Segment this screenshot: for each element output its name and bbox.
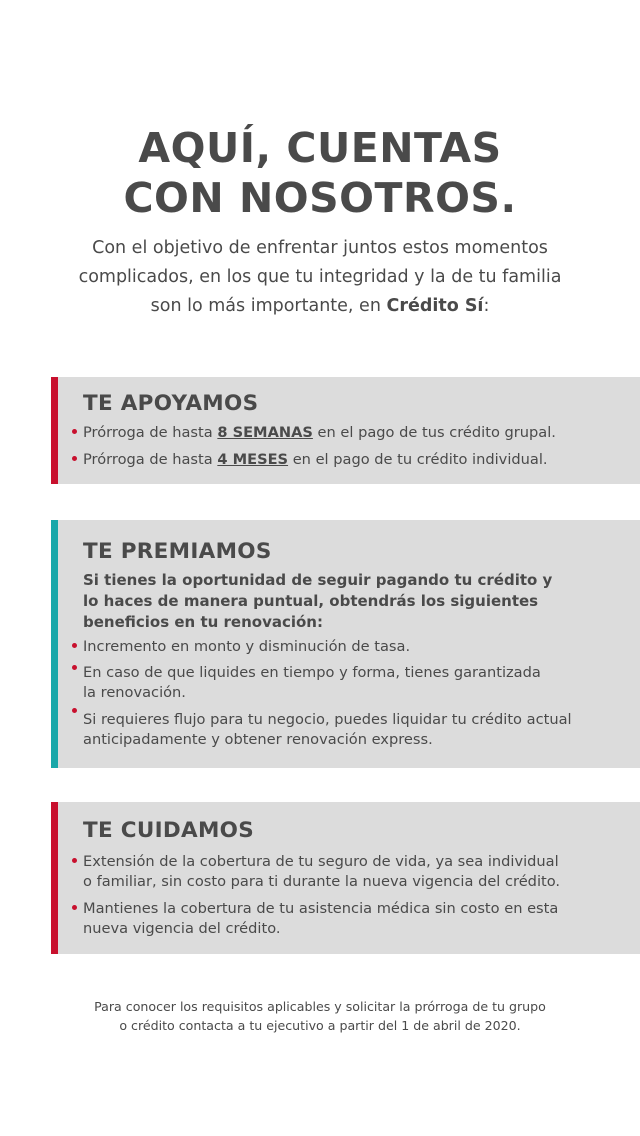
lead-line: beneficios en tu renovación: <box>83 613 323 631</box>
card-lead <box>83 570 583 633</box>
bullet-icon <box>72 905 77 910</box>
title-line-1: AQUÍ, CUENTAS <box>138 124 502 173</box>
title-line-2: CON NOSOTROS. <box>123 174 517 223</box>
page-title <box>0 123 640 223</box>
list-item <box>83 899 603 939</box>
card-title: TE PREMIAMOS <box>83 539 272 564</box>
intro-line-2: complicados, en los que tu integridad y la de tu familia <box>78 267 562 287</box>
list-item <box>83 710 628 750</box>
card-title: TE CUIDAMOS <box>83 818 255 843</box>
lead-line: Si tienes la oportunidad de seguir pagando tu crédito y <box>83 571 553 589</box>
card-te-cuidamos <box>51 802 640 954</box>
list-item <box>83 450 603 470</box>
list-item <box>83 663 603 703</box>
item-line: Extensión de la cobertura de tu seguro de vida, ya sea individual <box>83 853 559 870</box>
bullet-icon <box>72 643 77 648</box>
intro-line-3 <box>40 292 600 321</box>
item-line: Si requieres flujo para tu negocio, puedes liquidar tu crédito actual <box>83 711 572 728</box>
item-line: Mantienes la cobertura de tu asistencia médica sin costo en esta <box>83 900 559 917</box>
item-line: En caso de que liquides en tiempo y forma, tienes garantizada <box>83 664 541 681</box>
card-title: TE APOYAMOS <box>83 391 259 416</box>
list-item <box>83 637 603 657</box>
bullet-icon <box>72 456 77 461</box>
lead-line: lo haces de manera puntual, obtendrás los siguientes <box>83 592 539 610</box>
item-line: o familiar, sin costo para ti durante la nueva vigencia del crédito. <box>83 873 561 890</box>
list-item <box>83 852 603 892</box>
intro-line-3-text: son lo más importante, en <box>150 296 387 316</box>
footnote <box>40 998 600 1035</box>
intro-paragraph <box>40 234 600 321</box>
brand-name: Crédito Sí <box>386 296 484 316</box>
card-te-premiamos <box>51 520 640 768</box>
highlight-duration: 8 SEMANAS <box>217 424 313 441</box>
intro-line-3-end: : <box>483 296 490 316</box>
item-text-end: en el pago de tu crédito individual. <box>288 451 548 468</box>
highlight-duration: 4 MESES <box>217 451 289 468</box>
item-line: anticipadamente y obtener renovación express. <box>83 731 433 748</box>
accent-bar <box>51 520 58 768</box>
card-te-apoyamos <box>51 377 640 484</box>
accent-bar <box>51 802 58 954</box>
accent-bar <box>51 377 58 484</box>
footnote-line-1: Para conocer los requisitos aplicables y solicitar la prórroga de tu grupo <box>94 999 546 1014</box>
bullet-icon <box>72 665 77 670</box>
bullet-icon <box>72 429 77 434</box>
list-item <box>83 423 603 443</box>
item-text: Prórroga de hasta <box>83 424 218 441</box>
footnote-line-2: o crédito contacta a tu ejecutivo a partir del 1 de abril de 2020. <box>119 1017 521 1033</box>
bullet-icon <box>72 858 77 863</box>
item-text-end: en el pago de tus crédito grupal. <box>312 424 556 441</box>
bullet-icon <box>72 708 77 713</box>
item-line: nueva vigencia del crédito. <box>83 920 281 937</box>
intro-line-1: Con el objetivo de enfrentar juntos estos momentos <box>92 238 548 258</box>
item-line: la renovación. <box>83 684 186 701</box>
item-text: Incremento en monto y disminución de tasa. <box>83 638 411 655</box>
item-text: Prórroga de hasta <box>83 451 218 468</box>
